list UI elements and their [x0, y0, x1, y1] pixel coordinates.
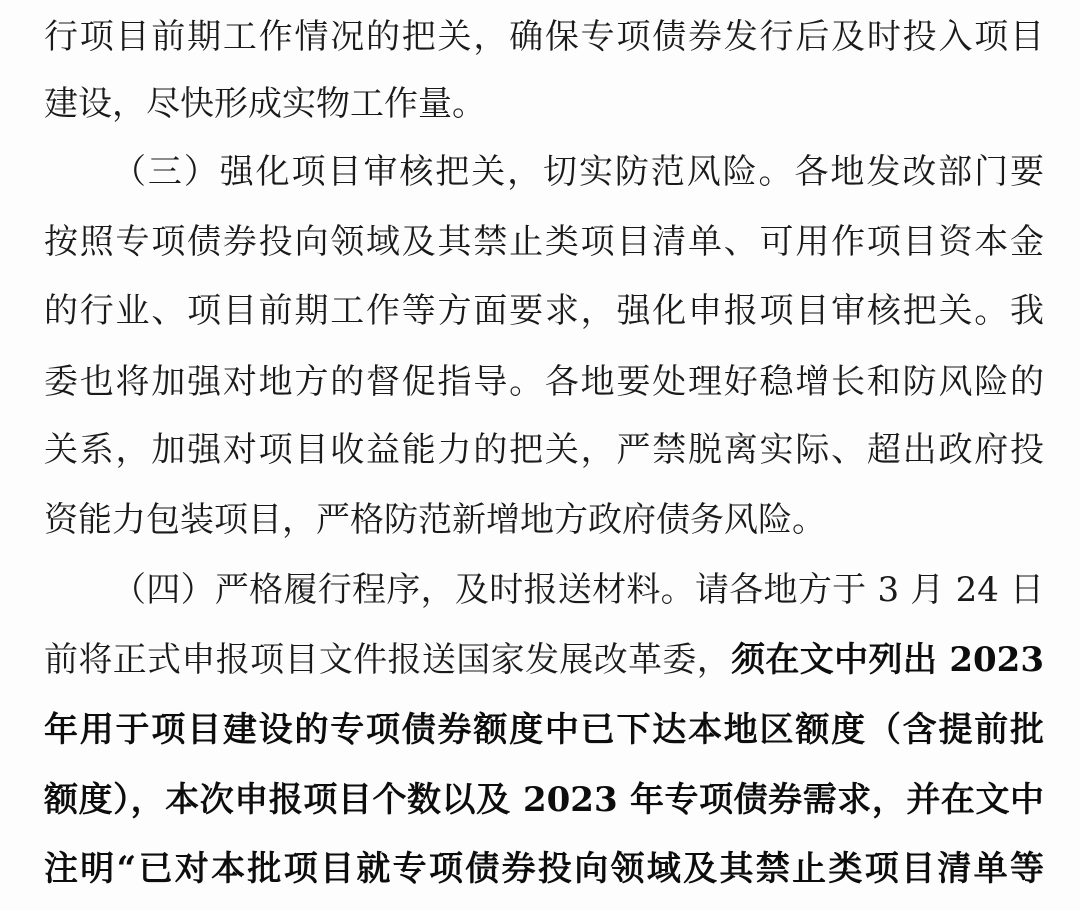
- section-heading-line: （三）强化项目审核把关，切实防范风险。各地发改部门要: [112, 152, 1044, 192]
- paragraph-line: 行项目前期工作情况的把关，确保专项债券发行后及时投入项目: [44, 17, 1044, 57]
- paragraph-line: [44, 640, 1044, 680]
- bold-paragraph-line: 年用于项目建设的专项债券额度中已下达本地区额度（含提前批: [44, 710, 1044, 750]
- bold-text: 须在文中列出 2023: [731, 640, 1044, 680]
- normal-text: 前将正式申报项目文件报送国家发展改革委，: [44, 640, 732, 680]
- paragraph-line: 按照专项债券投向领域及其禁止类项目清单、可用作项目资本金: [44, 222, 1044, 262]
- section-heading-line: （四）严格履行程序，及时报送材料。请各地方于 3 月 24 日: [112, 570, 1044, 610]
- paragraph-line: 关系，加强对项目收益能力的把关，严禁脱离实际、超出政府投: [44, 430, 1044, 470]
- paragraph-line: 的行业、项目前期工作等方面要求，强化申报项目审核把关。我: [44, 291, 1044, 331]
- paragraph-line: 资能力包装项目，严格防范新增地方政府债务风险。: [44, 500, 826, 540]
- paragraph-line: 委也将加强对地方的督促指导。各地要处理好稳增长和防风险的: [44, 362, 1044, 402]
- bold-paragraph-line: 额度），本次申报项目个数以及 2023 年专项债券需求，并在文中: [44, 780, 1044, 820]
- bold-paragraph-line: 注明“已对本批项目就专项债券投向领域及其禁止类项目清单等: [44, 849, 1044, 889]
- paragraph-line: 建设，尽快形成实物工作量。: [44, 84, 486, 124]
